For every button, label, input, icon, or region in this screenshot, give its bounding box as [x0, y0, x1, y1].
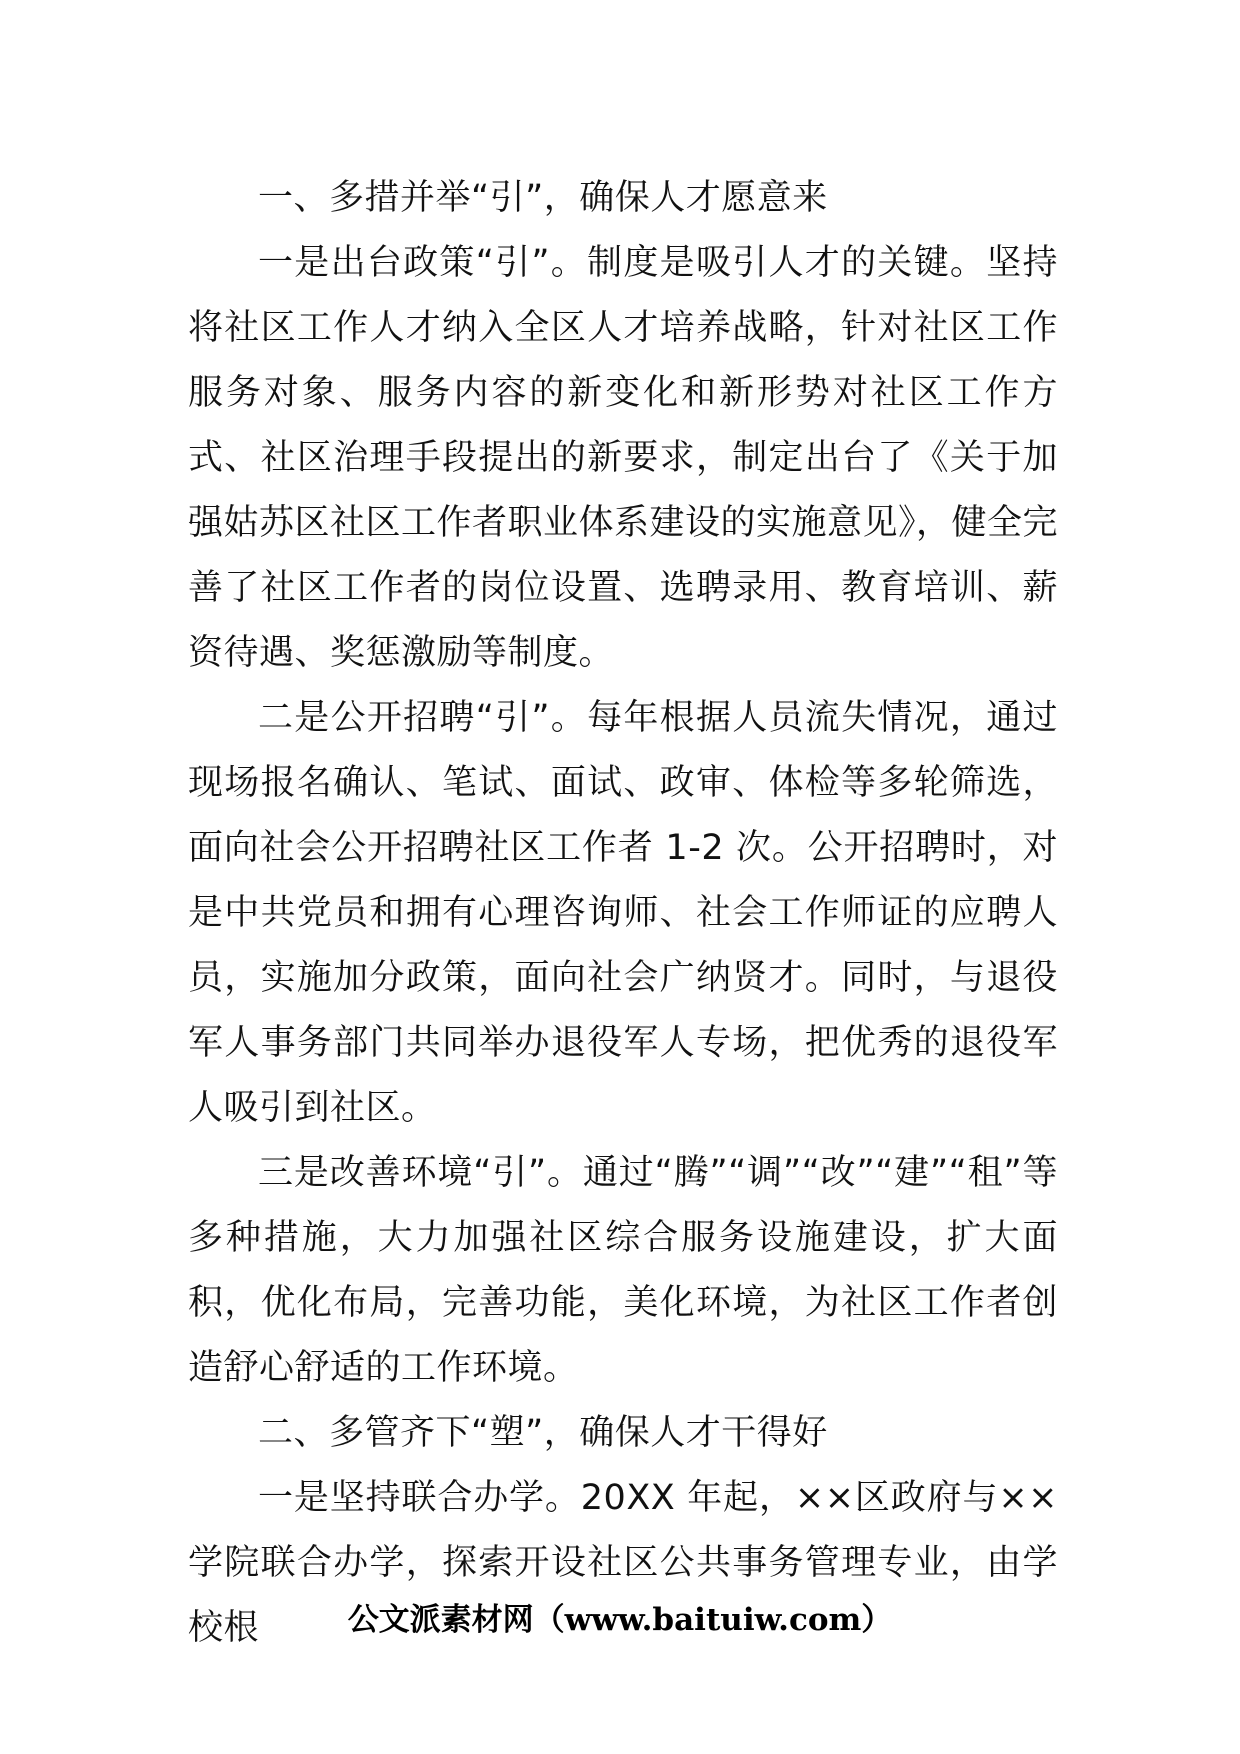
footer-watermark: 公文派素材网（www.baituiw.com）	[347, 1602, 893, 1638]
paragraph-policy: 一是出台政策“引”。制度是吸引人才的关键。坚持将社区工作人才纳入全区人才培养战略，针对社区工作服务对象、服务内容的新变化和新形势对社区工作方式、社区治理手段提出的新要求，制定出台了《关于加强姑苏区社区工作者职业体系建设的实施意见》，健全完善了社区工作者的岗位设置、选聘录用、教育培训、薪资待遇、奖惩激励等制度。	[188, 243, 1059, 673]
paragraph-recruitment: 二是公开招聘“引”。每年根据人员流失情况，通过现场报名确认、笔试、面试、政审、体检等多轮筛选，面向社会公开招聘社区工作者 1-2 次。公开招聘时，对是中共党员和拥有心理咨询师、社会工作师证的应聘人员，实施加分政策，面向社会广纳贤才。同时，与退役军人事务部门共同举办退役军人专场，把优秀的退役军人吸引到社区。	[188, 698, 1058, 1128]
section-heading-2: 二、多管齐下“塑”，确保人才干得好	[258, 1413, 828, 1453]
document-body	[188, 166, 1058, 1661]
paragraph-environment: 三是改善环境“引”。通过“腾”“调”“改”“建”“租”等多种措施，大力加强社区综合服务设施建设，扩大面积，优化布局，完善功能，美化环境，为社区工作者创造舒心舒适的工作环境。	[188, 1153, 1058, 1388]
section-heading-1: 一、多措并举“引”，确保人才愿意来	[258, 178, 828, 218]
paragraph-joint-school: 一是坚持联合办学。20XX 年起，××区政府与××学院联合办学，探索开设社区公共事务管理专业，由学校根	[188, 1478, 1058, 1648]
